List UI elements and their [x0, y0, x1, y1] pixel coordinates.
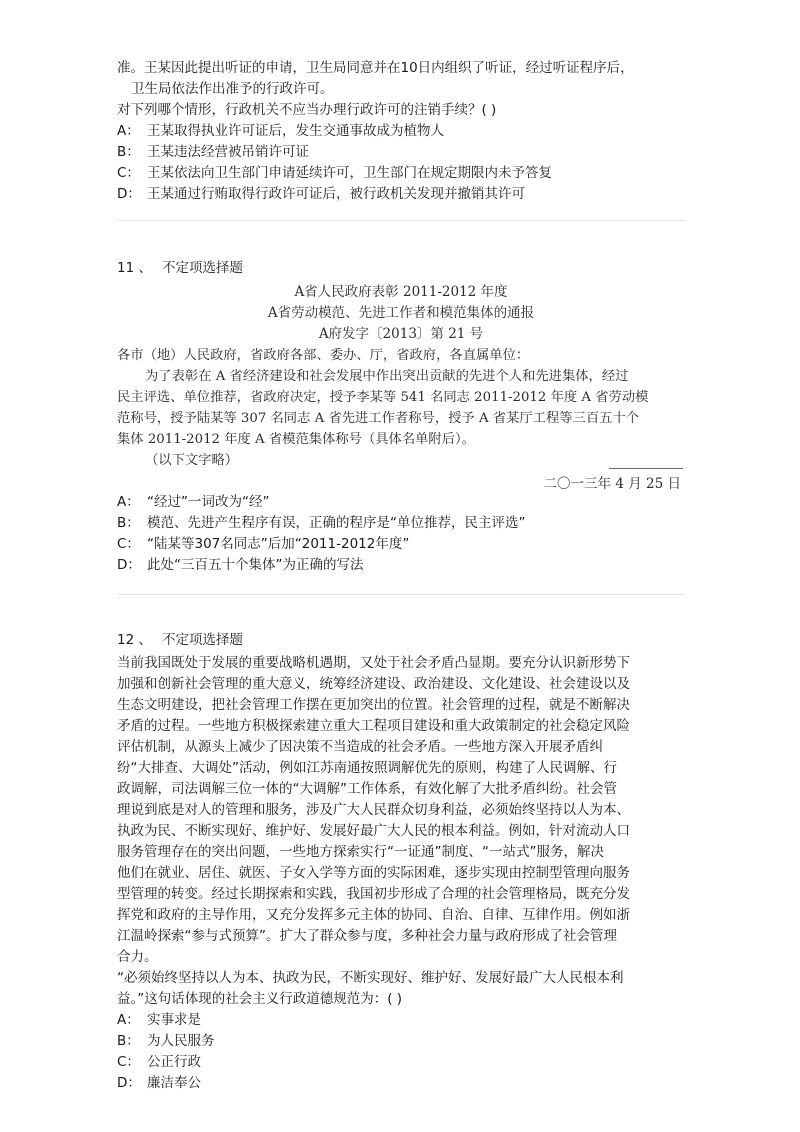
q10-context-line: 准。王某因此提出听证的申请，卫生局同意并在10日内组织了听证，经过听证程序后， — [117, 60, 634, 76]
scan-body-line: 集体 2011-2012 年度 A 省模范集体称号（具体名单附后）。 — [117, 432, 475, 447]
q10-option-b[interactable]: B： 王某违法经营被吊销许可证 — [117, 144, 309, 160]
passage-line: 生态文明建设，把社会管理工作摆在更加突出的位置。社会管理的过程，就是不断解决 — [117, 697, 630, 713]
q11-option-d[interactable]: D： 此处“三百五十个集体”为正确的写法 — [117, 557, 364, 573]
passage-line: 纷“大排查、大调处”活动，例如江苏南通按照调解优先的原则，构建了人民调解、行 — [117, 760, 617, 776]
scan-omitted-note: （以下文字略） — [145, 453, 239, 468]
scan-subtitle: A省劳动模范、先进工作者和模范集体的通报 — [267, 305, 535, 321]
scan-body-line: 民主评选、单位推荐，省政府决定，授予李某等 541 名同志 2011-2012 年度 A 省劳动模 — [117, 390, 649, 405]
passage-line: 理说到底是对人的管理和服务，涉及广大人民群众切身利益，必须始终坚持以人为本、 — [117, 802, 630, 818]
q12-option-b[interactable]: B： 为人民服务 — [117, 1033, 215, 1049]
passage-line: 江温岭探索“参与式预算”。扩大了群众参与度，多种社会力量与政府形成了社会管理 — [117, 928, 617, 944]
q11-scanned-document — [117, 282, 685, 494]
passage-line: 执政为民、不断实现好、维护好、发展好最广大人民的根本利益。例如，针对流动人口 — [117, 823, 630, 839]
q12-type: 不定项选择题 — [161, 632, 243, 648]
scan-doc-number: A府发字〔2013〕第 21 号 — [318, 326, 484, 342]
q10-option-d[interactable]: D： 王某通过行贿取得行政许可证后，被行政机关发现并撤销其许可 — [117, 186, 525, 202]
q11-header — [117, 258, 243, 279]
q12-question-line: 益。”这句话体现的社会主义行政道德规范为：( ) — [117, 991, 403, 1007]
passage-line: 矛盾的过程。一些地方积极探索建立重大工程项目建设和重大政策制定的社会稳定风险 — [117, 718, 630, 734]
passage-line: 合力。 — [117, 949, 158, 965]
q11-type: 不定项选择题 — [161, 260, 243, 276]
divider — [117, 594, 685, 595]
q10-question: 对下列哪个情形，行政机关不应当办理行政许可的注销手续？( ) — [117, 102, 497, 118]
q12-option-a[interactable]: A： 实事求是 — [117, 1012, 201, 1028]
scan-date: 二〇一三年 4 月 25 日 — [543, 476, 681, 492]
q12-header — [117, 630, 243, 651]
passage-line: 服务管理存在的突出问题，一些地方探索实行“一证通”制度、“一站式”服务，解决 — [117, 844, 604, 860]
scan-title: A省人民政府表彰 2011-2012 年度 — [294, 284, 508, 300]
passage-line: 加强和创新社会管理的重大意义，统筹经济建设、政治建设、文化建设、社会建设以及 — [117, 676, 630, 692]
q12-passage — [117, 653, 687, 1094]
question-10-block — [117, 58, 687, 205]
q11-number: 11 、 — [117, 260, 152, 276]
scan-body-line: 为了表彰在 A 省经济建设和社会发展中作出突出贡献的先进个人和先进集体，经过 — [145, 369, 629, 384]
q11-options — [117, 492, 687, 576]
divider — [117, 220, 685, 221]
passage-line: 当前我国既处于发展的重要战略机遇期，又处于社会矛盾凸显期。要充分认识新形势下 — [117, 655, 630, 671]
q12-option-d[interactable]: D： 廉洁奉公 — [117, 1075, 201, 1091]
passage-line: 评估机制，从源头上减少了因决策不当造成的社会矛盾。一些地方深入开展矛盾纠 — [117, 739, 603, 755]
q12-number: 12 、 — [117, 632, 152, 648]
q11-option-a[interactable]: A： “经过”一词改为“经” — [117, 494, 270, 510]
q10-option-a[interactable]: A： 王某取得执业许可证后，发生交通事故成为植物人 — [117, 123, 444, 139]
q11-option-c[interactable]: C： “陆某等307名同志”后加“2011-2012年度” — [117, 536, 410, 552]
passage-line: 挥党和政府的主导作用，又充分发挥多元主体的协同、自治、自律、互律作用。例如浙 — [117, 907, 630, 923]
q10-context-line: 卫生局依法作出准予的行政许可。 — [131, 81, 334, 97]
scan-recipients: 各市（地）人民政府，省政府各部、委办、厅，省政府，各直属单位： — [117, 348, 530, 363]
q12-option-c[interactable]: C： 公正行政 — [117, 1054, 201, 1070]
passage-line: 政调解，司法调解三位一体的“大调解”工作体系，有效化解了大批矛盾纠纷。社会管 — [117, 781, 617, 797]
q11-option-b[interactable]: B： 模范、先进产生程序有误，正确的程序是“单位推荐，民主评选” — [117, 515, 526, 531]
q12-question-line: “必须始终坚持以人为本、执政为民，不断实现好、维护好、发展好最广大人民根本利 — [117, 970, 624, 986]
passage-line: 他们在就业、居住、就医、子女入学等方面的实际困难，逐步实现由控制型管理向服务 — [117, 865, 630, 881]
q10-option-c[interactable]: C： 王某依法向卫生部门申请延续许可，卫生部门在规定期限内未予答复 — [117, 165, 552, 181]
passage-line: 型管理的转变。经过长期探索和实践，我国初步形成了合理的社会管理格局，既充分发 — [117, 886, 630, 902]
scan-body-line: 范称号，授予陆某等 307 名同志 A 省先进工作者称号，授予 A 省某厅工程等三百五十个 — [117, 411, 640, 426]
signature-rule — [609, 468, 683, 469]
